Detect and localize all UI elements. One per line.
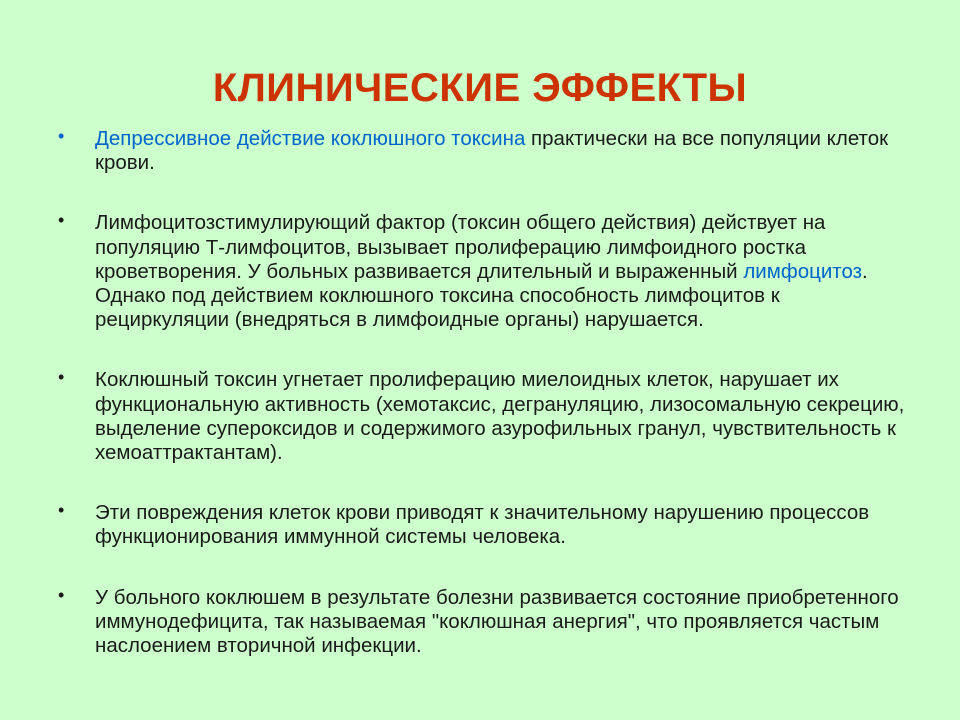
bullet-5-text: У больного коклюшем в результате болезни развивается состояние приобретенного иммунодефицита, так называемая "коклюшная анергия", что проявляется частым наслоением вторичной инфекции. bbox=[95, 585, 899, 658]
bullet-item-1 bbox=[58, 127, 908, 175]
bullet-icon: • bbox=[58, 500, 65, 521]
bullet-item-2 bbox=[58, 211, 908, 332]
bullet-list bbox=[58, 127, 908, 658]
bullet-1-highlight: Депрессивное действие коклюшного токсина bbox=[95, 127, 526, 150]
bullet-item-5 bbox=[58, 586, 908, 659]
bullet-3-text: Коклюшный токсин угнетает пролиферацию миелоидных клеток, нарушает их функциональную активность (хемотаксис, дегрануляцию, лизосомальную секрецию, выделение супероксидов и содержимого азурофильных гранул, чувствительность к хемоаттрактантам). bbox=[95, 368, 905, 465]
bullet-4-text: Эти повреждения клеток крови приводят к значительному нарушению процессов функционирования иммунной системы человека. bbox=[95, 501, 870, 549]
bullet-item-4 bbox=[58, 501, 908, 549]
bullet-icon: • bbox=[58, 367, 65, 388]
bullet-icon: • bbox=[58, 126, 65, 146]
bullet-2-text-after: . Однако под действием коклюшного токсина способность лимфоцитов к рециркуляции (внедряться в лимфоидные органы) нарушается. bbox=[95, 259, 868, 332]
slide-title: КЛИНИЧЕСКИЕ ЭФФЕКТЫ bbox=[212, 66, 748, 110]
bullet-item-3 bbox=[58, 368, 908, 465]
bullet-1-text: практически на все популяции клеток крови. bbox=[95, 127, 889, 175]
bullet-2-text-before: Лимфоцитозстимулирующий фактор (токсин общего действия) действует на популяцию Т-лимфоцитов, вызывает пролиферацию лимфоидного ростка кроветворения. У больных развивается длительный и выраженный bbox=[95, 211, 826, 283]
bullet-icon: • bbox=[58, 584, 65, 605]
bullet-icon: • bbox=[58, 210, 65, 231]
bullet-2-highlight: лимфоцитоз bbox=[743, 259, 863, 283]
